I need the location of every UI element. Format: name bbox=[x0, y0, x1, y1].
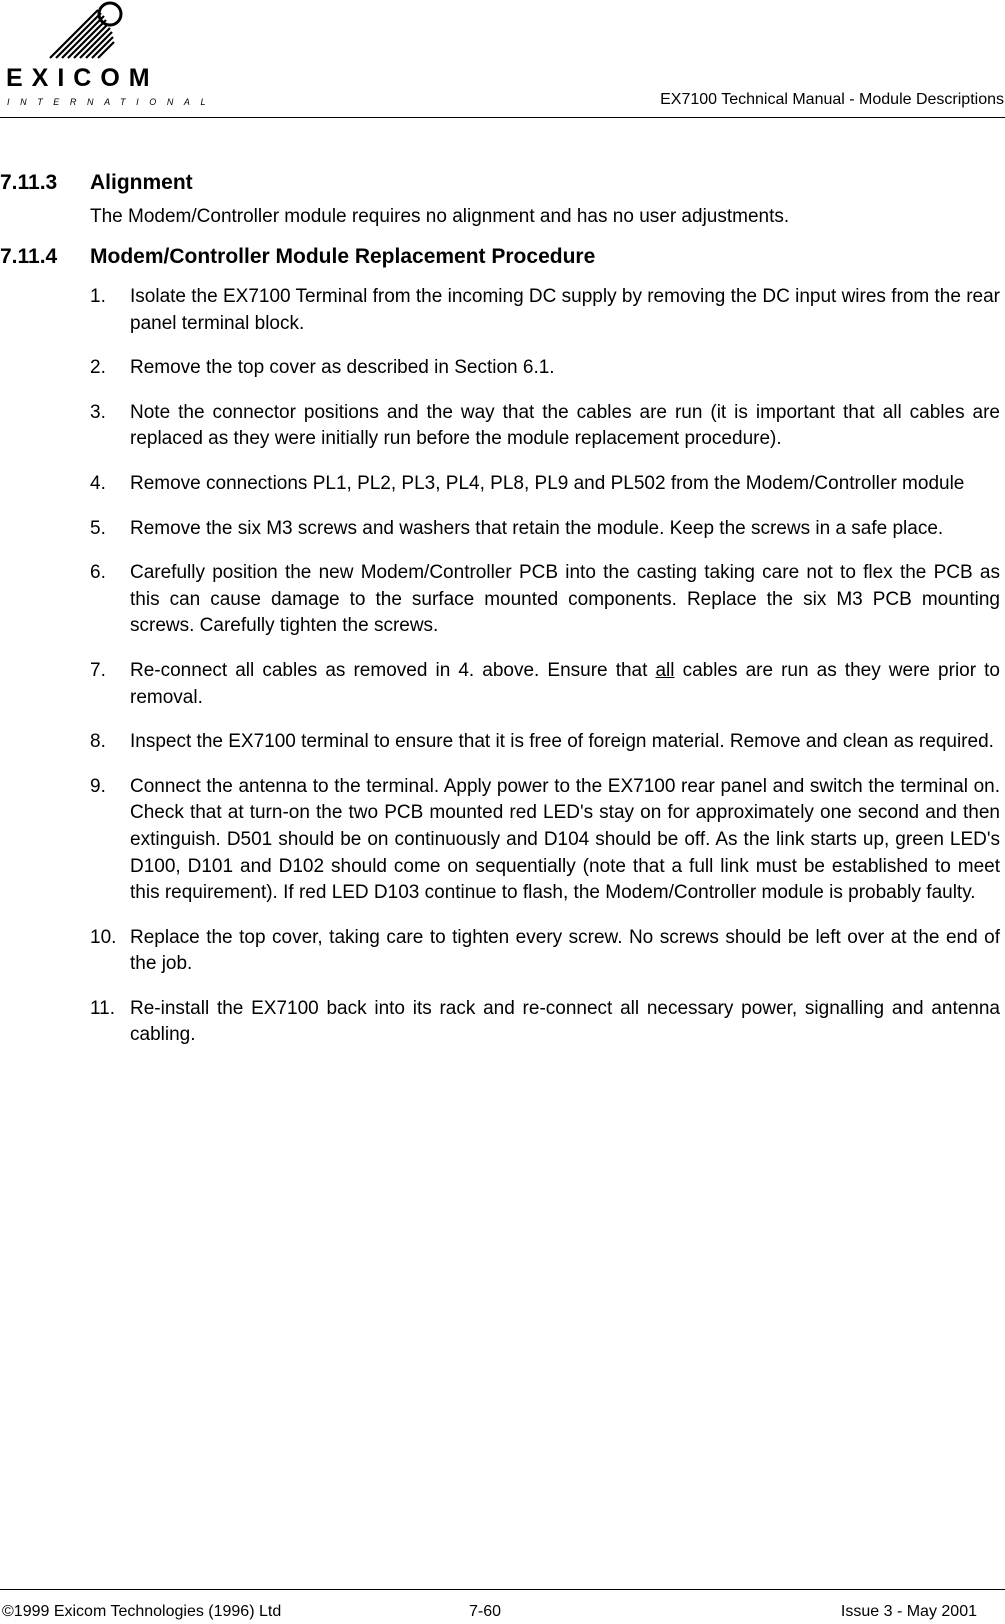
section-title: Modem/Controller Module Replacement Procedure bbox=[90, 245, 596, 268]
logo-wordmark: EXICOM bbox=[6, 64, 159, 92]
step-number: 7. bbox=[90, 659, 106, 681]
section-number: 7.11.3 bbox=[0, 171, 58, 194]
step-number: 3. bbox=[90, 401, 106, 423]
list-item bbox=[90, 355, 1000, 382]
underlined-word: all bbox=[655, 659, 675, 681]
step-number: 4. bbox=[90, 472, 106, 494]
step-text: Isolate the EX7100 Terminal from the incoming DC supply by removing the DC input wires from the rear panel terminal block. bbox=[130, 286, 1000, 334]
step-text: Replace the top cover, taking care to tighten every screw. No screws should be left over at the end of the job. bbox=[130, 926, 1000, 975]
section-body: The Modem/Controller module requires no alignment and has no user adjustments. bbox=[90, 206, 790, 227]
step-number: 2. bbox=[90, 357, 106, 379]
step-number: 9. bbox=[90, 775, 106, 797]
step-text: Remove the top cover as described in Section 6.1. bbox=[130, 357, 555, 379]
section-title: Alignment bbox=[90, 171, 193, 194]
step-text-part: Re-connect all cables as removed in 4. above. Ensure that bbox=[130, 659, 656, 681]
footer-issue: Issue 3 - May 2001 bbox=[840, 1603, 977, 1620]
page-header bbox=[0, 0, 1005, 118]
list-item bbox=[90, 284, 1000, 337]
list-item bbox=[90, 471, 1000, 498]
step-text-part: cables are run as they were prior to removal. bbox=[130, 659, 1000, 708]
step-text: Inspect the EX7100 terminal to ensure that it is free of foreign material. Remove and clean as required. bbox=[130, 731, 994, 753]
footer-page-number: 7-60 bbox=[469, 1603, 502, 1620]
exicom-logo-mark bbox=[0, 0, 175, 64]
exicom-logo bbox=[0, 0, 217, 112]
step-text: Remove the six M3 screws and washers that retain the module. Keep the screws in a safe place. bbox=[130, 517, 944, 539]
section-heading-replacement bbox=[0, 244, 1000, 270]
footer-rule bbox=[0, 1589, 1005, 1590]
list-item bbox=[90, 516, 1000, 543]
section-heading-alignment bbox=[0, 170, 1000, 196]
step-number: 10. bbox=[90, 926, 117, 948]
running-head: EX7100 Technical Manual - Module Descriptions bbox=[660, 91, 1004, 108]
logo-subtitle: INTERNATIONAL bbox=[7, 97, 217, 107]
step-text: Connect the antenna to the terminal. Apply power to the EX7100 rear panel and switch the terminal on. Check that at turn-on the two PCB mounted red LED's stay on for approximately one second and then extinguish. D501 should be on continuously and D104 should be off. As the link starts up, green LED's D100, D101 and D102 should come on sequentially (note that a full link must be established to meet this requirement). If red LED D103 continue to flash, the Modem/Controller module is probably faulty. bbox=[130, 775, 1000, 904]
step-number: 6. bbox=[90, 562, 106, 584]
step-text: Remove connections PL1, PL2, PL3, PL4, PL8, PL9 and PL502 from the Modem/Controller module bbox=[130, 472, 965, 494]
step-number: 5. bbox=[90, 517, 106, 539]
step-text bbox=[130, 658, 1000, 711]
list-item bbox=[90, 658, 1000, 711]
step-text: Note the connector positions and the way that the cables are run (it is important that all cables are replaced as they were initially run before the module replacement procedure). bbox=[130, 401, 1000, 450]
step-number: 1. bbox=[90, 286, 106, 307]
list-item bbox=[90, 774, 1000, 907]
step-text: Carefully position the new Modem/Controller PCB into the casting taking care not to flex the PCB as this can cause damage to the surface mounted components. Replace the six M3 PCB mounting screws. Carefully tighten the screws. bbox=[130, 562, 1000, 637]
step-number: 8. bbox=[90, 731, 106, 753]
header-rule bbox=[0, 117, 1005, 118]
list-item bbox=[90, 729, 1000, 756]
page-content bbox=[0, 170, 1000, 1067]
footer-copyright: ©1999 Exicom Technologies (1996) Ltd bbox=[2, 1603, 282, 1620]
list-item bbox=[90, 560, 1000, 640]
list-item bbox=[90, 400, 1000, 453]
step-number: 11. bbox=[90, 997, 116, 1019]
list-item bbox=[90, 996, 1000, 1049]
list-item bbox=[90, 925, 1000, 978]
step-text: Re-install the EX7100 back into its rack and re-connect all necessary power, signalling and antenna cabling. bbox=[130, 997, 1000, 1046]
procedure-steps bbox=[90, 284, 1000, 1049]
section-number: 7.11.4 bbox=[0, 245, 58, 268]
